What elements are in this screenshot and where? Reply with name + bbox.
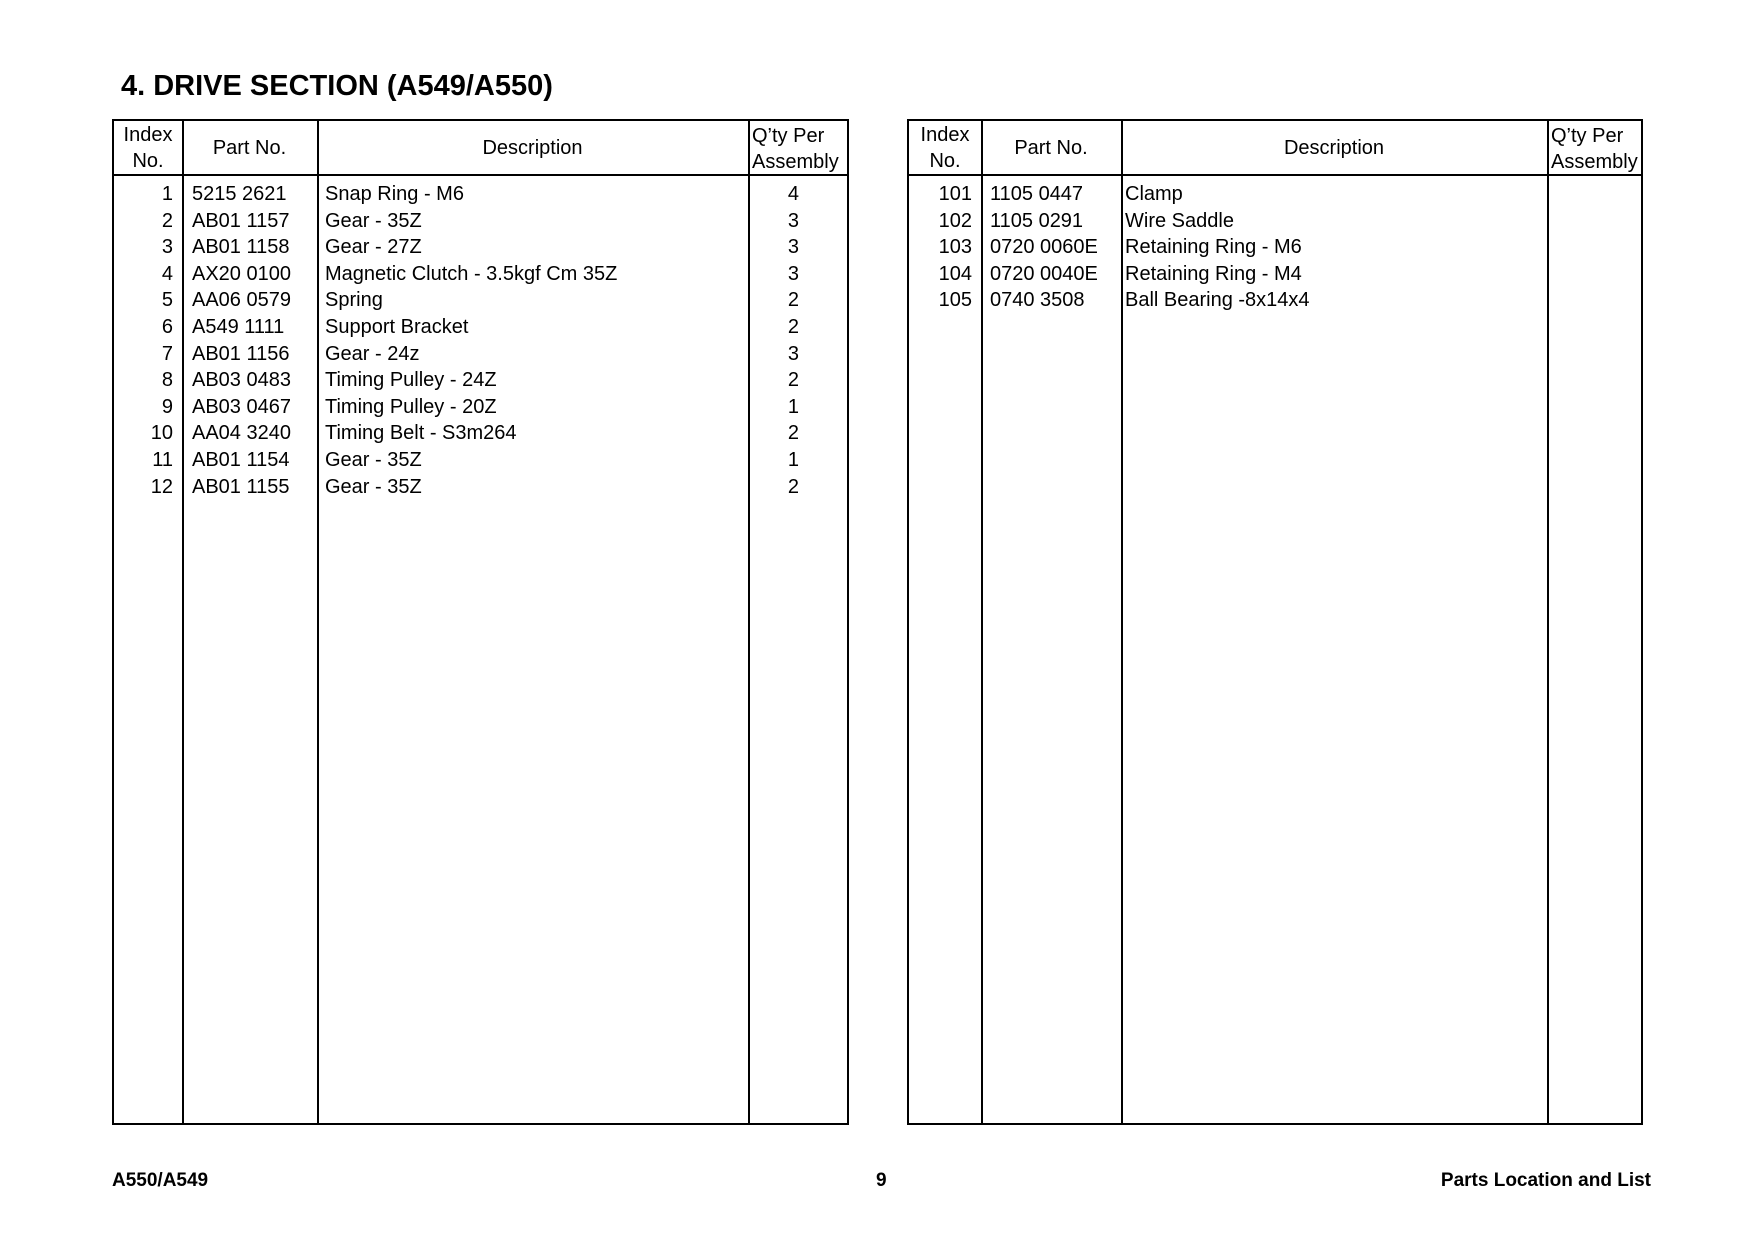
footer-model: A550/A549 xyxy=(112,1170,209,1191)
cell-index: 10 xyxy=(150,422,173,445)
header-qty-line2: Assembly xyxy=(1551,151,1638,173)
cell-qty: 3 xyxy=(787,209,799,232)
cell-part-no: AB01 1158 xyxy=(192,236,290,259)
cell-qty: 1 xyxy=(787,449,799,471)
header-part-no: Part No. xyxy=(1014,136,1088,159)
header-description: Description xyxy=(482,136,583,159)
header-part-no: Part No. xyxy=(212,136,287,159)
cell-part-no: A549 1111 xyxy=(192,316,285,338)
cell-qty: 2 xyxy=(787,422,799,445)
cell-description: Gear - 24z xyxy=(325,342,420,365)
cell-description: Snap Ring - M6 xyxy=(325,183,464,205)
cell-description: Retaining Ring - M4 xyxy=(1125,262,1302,285)
cell-qty: 3 xyxy=(787,342,799,365)
table-row xyxy=(114,419,847,446)
header-index-line2: No. xyxy=(132,149,164,172)
table-row xyxy=(114,260,847,287)
table-row xyxy=(114,393,847,420)
table-row xyxy=(114,313,847,340)
header-qty-line1: Q’ty Per xyxy=(752,125,825,147)
table-row xyxy=(114,286,847,313)
cell-qty: 3 xyxy=(787,262,799,285)
table-row xyxy=(909,180,1641,207)
table-row xyxy=(114,340,847,367)
table-row xyxy=(909,260,1641,287)
cell-part-no: AB01 1157 xyxy=(192,209,290,232)
cell-index: 6 xyxy=(161,316,173,338)
header-index xyxy=(114,121,182,174)
header-index-line2: No. xyxy=(929,149,961,172)
cell-description: Timing Pulley - 24Z xyxy=(325,369,497,392)
cell-part-no: 0720 0060E xyxy=(990,236,1098,259)
table-header xyxy=(909,121,1641,176)
cell-description: Support Bracket xyxy=(325,316,469,338)
cell-qty: 2 xyxy=(787,316,799,338)
table-row xyxy=(909,233,1641,260)
cell-description: Retaining Ring - M6 xyxy=(1125,236,1302,259)
cell-description: Timing Belt - S3m264 xyxy=(325,422,517,445)
footer-page-number: 9 xyxy=(876,1170,887,1191)
cell-qty: 2 xyxy=(787,475,799,498)
table-row xyxy=(114,473,847,500)
cell-description: Spring xyxy=(325,289,383,312)
cell-part-no: AB03 0467 xyxy=(192,395,291,418)
cell-qty: 3 xyxy=(787,236,799,259)
cell-index: 4 xyxy=(161,262,173,285)
cell-part-no: 5215 2621 xyxy=(192,183,287,205)
table-row xyxy=(114,446,847,473)
parts-table-left xyxy=(112,119,849,1125)
header-index-line1: Index xyxy=(920,123,970,146)
cell-description: Gear - 35Z xyxy=(325,449,422,471)
cell-part-no: AB01 1156 xyxy=(192,342,290,365)
header-index-line1: Index xyxy=(123,123,173,146)
cell-index: 11 xyxy=(152,449,173,471)
cell-description: Magnetic Clutch - 3.5kgf Cm 35Z xyxy=(325,262,618,285)
cell-part-no: AA06 0579 xyxy=(192,289,291,312)
cell-description: Clamp xyxy=(1125,183,1183,205)
header-qty xyxy=(1547,121,1642,174)
cell-description: Gear - 27Z xyxy=(325,236,422,259)
cell-description: Timing Pulley - 20Z xyxy=(325,395,497,418)
footer-section-title: Parts Location and List xyxy=(1440,1170,1651,1191)
cell-part-no: AB03 0483 xyxy=(192,369,291,392)
cell-qty: 2 xyxy=(787,289,799,312)
cell-index: 1 xyxy=(161,183,173,205)
parts-table-right xyxy=(907,119,1643,1125)
cell-index: 104 xyxy=(938,262,972,285)
cell-index: 102 xyxy=(938,209,972,232)
cell-part-no: AB01 1155 xyxy=(192,475,290,498)
header-qty xyxy=(748,121,848,174)
cell-part-no: 1105 0291 xyxy=(990,209,1084,232)
cell-description: Ball Bearing -8x14x4 xyxy=(1125,289,1310,312)
cell-index: 103 xyxy=(938,236,972,259)
cell-part-no: 0720 0040E xyxy=(990,262,1098,285)
cell-part-no: 0740 3508 xyxy=(990,289,1085,312)
page-title: 4. DRIVE SECTION (A549/A550) xyxy=(121,70,553,102)
header-description: Description xyxy=(1283,136,1385,159)
cell-index: 2 xyxy=(161,209,173,232)
cell-description: Wire Saddle xyxy=(1125,209,1234,232)
cell-index: 105 xyxy=(938,289,972,312)
cell-part-no: AA04 3240 xyxy=(192,422,291,445)
table-row xyxy=(114,180,847,207)
cell-part-no: AX20 0100 xyxy=(192,262,291,285)
cell-qty: 2 xyxy=(787,369,799,392)
cell-index: 5 xyxy=(161,289,173,312)
header-qty-line1: Q’ty Per xyxy=(1551,125,1624,147)
table-row xyxy=(114,233,847,260)
cell-index: 3 xyxy=(161,236,173,259)
cell-part-no: AB01 1154 xyxy=(192,449,290,471)
cell-qty: 4 xyxy=(787,183,799,205)
header-qty-line2: Assembly xyxy=(752,151,839,173)
cell-description: Gear - 35Z xyxy=(325,475,422,498)
cell-description: Gear - 35Z xyxy=(325,209,422,232)
cell-index: 7 xyxy=(161,342,173,365)
header-index xyxy=(909,121,981,174)
table-row xyxy=(114,207,847,234)
cell-index: 12 xyxy=(150,475,173,498)
table-header xyxy=(114,121,847,176)
cell-part-no: 1105 0447 xyxy=(990,183,1084,205)
table-row xyxy=(909,286,1641,313)
cell-qty: 1 xyxy=(787,395,799,418)
cell-index: 8 xyxy=(161,369,173,392)
table-row xyxy=(909,207,1641,234)
cell-index: 101 xyxy=(938,183,972,205)
table-row xyxy=(114,366,847,393)
cell-index: 9 xyxy=(161,395,173,418)
